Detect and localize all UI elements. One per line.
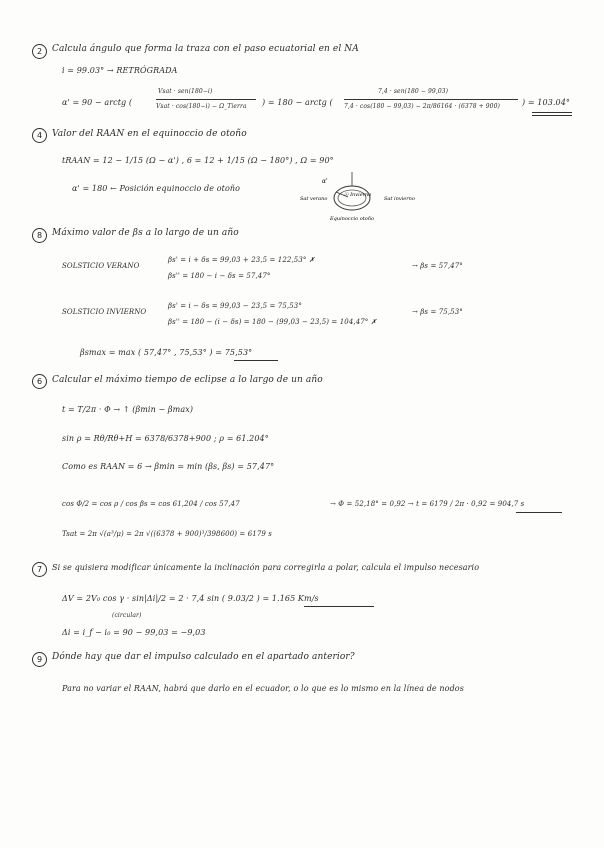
section-7-delta-v: ΔV = 2V₀ cos γ · sin|Δi|/2 = 2 · 7,4 sin ( 9.03/2 ) = 1.165 Km/s: [62, 594, 319, 603]
section-8-winter-label: SOLSTICIO INVIERNO: [62, 308, 147, 316]
section-number-2: 2: [32, 44, 47, 59]
section-4-heading: Valor del RAAN en el equinoccio de otoño: [52, 129, 247, 139]
section-2-heading: Calcula ángulo que forma la traza con el paso ecuatorial en el NA: [52, 44, 359, 54]
section-2-frac1-top: Vsat · sen(180−i): [158, 88, 213, 95]
result-underline: [532, 112, 572, 113]
section-8-winter-result: → βs = 75,53°: [412, 308, 463, 316]
section-7-heading: Si se quisiera modificar únicamente la inclinación para corregirla a polar, calcula el impulso necesario: [52, 563, 480, 572]
sat-summer-label: Sat verano: [300, 196, 328, 202]
section-9-heading: Dónde hay que dar el impulso calculado en el apartado anterior?: [52, 652, 355, 662]
section-8-max: βsmax = max ( 57,47° , 75,53° ) = 75,53°: [80, 348, 253, 357]
orbit-diagram: [300, 170, 430, 236]
result-underline: [234, 360, 278, 361]
section-7-delta-i: Δi = i_f − i₀ = 90 − 99,03 = −9,03: [62, 628, 206, 637]
section-2-frac2-bot: 7,4 · cos(180 − 99,03) − 2π/86164 · (6378 + 900): [344, 103, 500, 110]
section-number-7: 7: [32, 562, 47, 577]
section-8-winter-beta1: βs' = i − δs = 99,03 − 23,5 = 75,53°: [168, 302, 302, 310]
fraction-bar: [156, 99, 256, 100]
fraction-bar: [344, 99, 518, 100]
section-8-summer-label: SOLSTICIO VERANO: [62, 262, 140, 270]
section-2-result: ) = 103.04°: [522, 98, 571, 107]
section-number-4: 4: [32, 128, 47, 143]
section-8-heading: Máximo valor de βs a lo largo de un año: [52, 228, 239, 238]
section-2-inclination: i = 99.03° → RETRÓGRADA: [62, 66, 178, 75]
section-6-phi-result: → Φ = 52,18° = 0,92 → t = 6179 / 2π · 0,92 = 904,7 s: [330, 500, 525, 508]
section-6-heading: Calcular el máximo tiempo de eclipse a lo largo de un año: [52, 375, 323, 385]
section-8-winter-beta2: βs'' = 180 − (i − δs) = 180 − (99,03 − 23,5) = 104,47° ✗: [168, 318, 377, 326]
section-8-summer-beta2: βs'' = 180 − i − δs = 57,47°: [168, 272, 271, 280]
section-2-frac2-top: 7,4 · sen(180 − 99,03): [378, 88, 449, 95]
section-6-cos-phi: cos Φ/2 = cos ρ / cos βs = cos 61,204 / cos 57,47: [62, 500, 240, 508]
sun-label: ☉ Invierno: [344, 192, 372, 198]
section-6-time-formula: t = T/2π · Φ → ↑ (βmin − βmax): [62, 405, 194, 414]
equinox-label: Equinoccio otoño: [330, 216, 374, 222]
section-number-9: 9: [32, 652, 47, 667]
alpha-label: α': [322, 178, 328, 185]
section-6-rho: sin ρ = Rθ/Rθ+H = 6378/6378+900 ; ρ = 61.204°: [62, 434, 269, 443]
section-4-otono: α' = 180 ← Posición equinoccio de otoño: [72, 184, 241, 193]
result-underline: [304, 606, 374, 607]
result-underline: [532, 115, 572, 116]
result-underline: [516, 512, 562, 513]
section-number-6: 6: [32, 374, 47, 389]
sat-winter-label: Sat invierno: [384, 196, 415, 202]
section-9-answer: Para no variar el RAAN, habrá que darlo en el ecuador, o lo que es lo mismo en la línea de nodos: [62, 684, 464, 693]
section-8-summer-result: → βs = 57,47°: [412, 262, 463, 270]
section-6-beta-min: Como es RAAN = 6 → βmin = min (βs, βs) = 57,47°: [62, 462, 275, 471]
section-6-period: Tsat = 2π √(a³/μ) = 2π √((6378 + 900)³/398600) = 6179 s: [62, 530, 272, 538]
section-8-summer-beta1: βs' = i + δs = 99,03 + 23,5 = 122,53° ✗: [168, 256, 315, 264]
section-number-8: 8: [32, 228, 47, 243]
section-2-frac1-bot: Vsat · cos(180−i) − Ω_Tierra: [156, 103, 247, 110]
section-2-formula-start: α' = 90 − arctg (: [62, 98, 133, 107]
section-7-circular-note: (circular): [112, 612, 142, 619]
section-2-formula-mid: ) = 180 − arctg (: [262, 98, 333, 107]
section-4-raan-eq: tRAAN = 12 − 1/15 (Ω − α') , 6 = 12 + 1/15 (Ω − 180°) , Ω = 90°: [62, 156, 334, 165]
